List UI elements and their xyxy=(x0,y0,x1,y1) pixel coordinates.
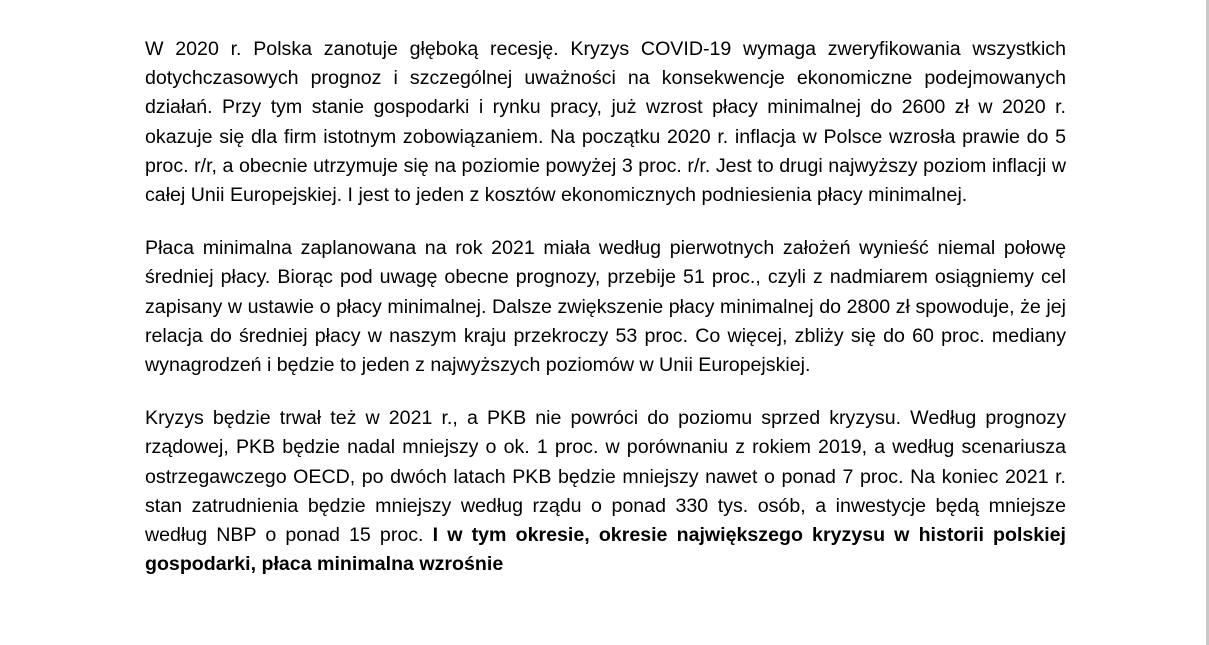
paragraph-text: Płaca minimalna zaplanowana na rok 2021 miała według pierwotnych założeń wynieść niemal połowę średniej płacy. Biorąc pod uwagę obecne prognozy, przebije 51 proc., czyli z nadmiarem osiągniemy cel zapisany w ustawie o płacy minimalnej. Dalsze zwiększenie płacy minimalnej do 2800 zł spowoduje, że jej relacja do średniej płacy w naszym kraju przekroczy 53 proc. Co więcej, zbliży się do 60 proc. mediany wynagrodzeń i będzie to jeden z najwyższych poziomów w Unii Europejskiej. xyxy=(145,237,1066,377)
paragraph-recession xyxy=(145,35,1066,210)
paragraph-crisis-2021 xyxy=(145,404,1066,579)
paragraph-bold-emphasis: I w tym okresie, okresie największego kryzysu w historii polskiej gospodarki, płaca minimalna wzrośnie xyxy=(145,524,1066,576)
paragraph-text: W 2020 r. Polska zanotuje głęboką recesję. Kryzys COVID-19 wymaga zweryfikowania wszystkich dotychczasowych prognoz i szczególnej uważności na konsekwencje ekonomiczne podejmowanych działań. Przy tym stanie gospodarki i rynku pracy, już wzrost płacy minimalnej do 2600 zł w 2020 r. okazuje się dla firm istotnym zobowiązaniem. Na początku 2020 r. inflacja w Polsce wzrosła prawie do 5 proc. r/r, a obecnie utrzymuje się na poziomie powyżej 3 proc. r/r. Jest to drugi najwyższy poziom inflacji w całej Unii Europejskiej. I jest to jeden z kosztów ekonomicznych podniesienia płacy minimalnej. xyxy=(145,38,1066,207)
paragraph-minimum-wage-2021 xyxy=(145,234,1066,380)
paragraph-text: Kryzys będzie trwał też w 2021 r., a PKB nie powróci do poziomu sprzed kryzysu. Według prognozy rządowej, PKB będzie nadal mniejszy o ok. 1 proc. w porównaniu z rokiem 2019, a według scenariusza ostrzegawczego OECD, po dwóch latach PKB będzie mniejszy nawet o ponad 7 proc. Na koniec 2021 r. stan zatrudnienia będzie mniejszy według rządu o ponad 330 tys. osób, a inwestycje będą mniejsze według NBP o ponad 15 proc. xyxy=(145,407,1066,547)
document-body xyxy=(145,35,1066,603)
